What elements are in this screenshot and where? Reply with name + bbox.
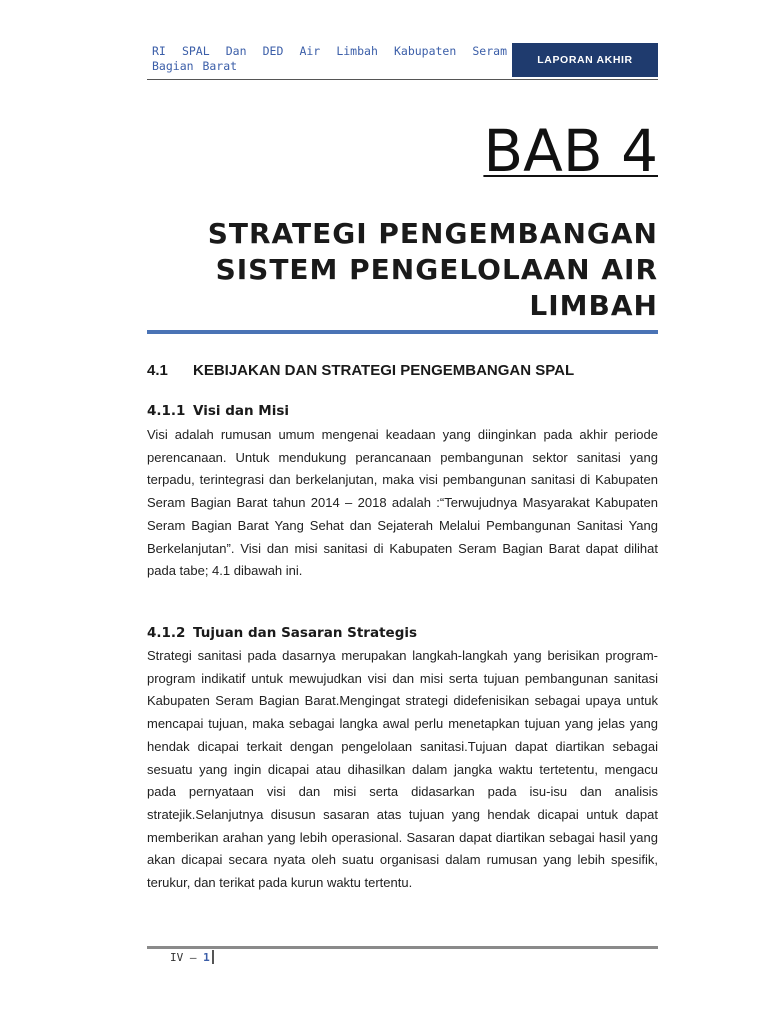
subsection-number: 4.1.2 (147, 625, 186, 641)
title-divider (147, 330, 658, 334)
subsection-heading (147, 625, 417, 641)
subsection-title: Tujuan dan Sasaran Strategis (193, 625, 418, 641)
page-number-value: 1 (203, 951, 210, 964)
report-badge: LAPORAN AKHIR (512, 43, 658, 77)
body-paragraph: Strategi sanitasi pada dasarnya merupakan langkah-langkah yang berisikan program-program indikatif untuk mewujudkan visi dan misi serta tujuan pembangunan sanitasi Kabupaten Seram Bagian Barat.Mengingat strategi didefenisikan sebagai upaya untuk mencapai tujuan, maka sebagai langka awal perlu menetapkan tujuan yang jelas yang hendak dicapai terkait dengan pengelolaan sanitasi.Tujuan dapat diartikan sebagai sesuatu yang ingin dicapai atau dihasilkan dalam jangka waktu tertetentu, mengacu pada pernyataan visi dan misi serta didasarkan pada isu-isu dan analisis stratejik.Selanjutnya disusun sasaran atas tujuan yang hendak dicapai untuk dapat memberikan arahan yang lebih operasional. Sasaran dapat diartikan sebagai hasil yang akan dicapai secara nyata oleh suatu organisasi dalam rumusan yang lebih spesifik, terukur, dan terikat pada kurun waktu tertentu. (147, 648, 658, 891)
chapter-number: BAB 4 (483, 117, 658, 185)
body-paragraph: Visi adalah rumusan umum mengenai keadaan yang diinginkan pada akhir periode perencanaan. Untuk mendukung perancanaan pembangunan sektor sanitasi yang terpadu, terintegrasi dan berkelanjutan, maka visi pembangunan sanitasi di Kabupaten Seram Bagian Barat tahun 2014 – 2018 adalah :“Terwujudnya Masyarakat Kabupaten Seram Bagian Barat Yang Sehat dan Sejaterah Melalui Pembangunan Sanitasi Yang Berkelanjutan”. Visi dan misi sanitasi di Kabupaten Seram Bagian Barat dapat dilihat pada tabe; 4.1 dibawah ini. (147, 427, 658, 579)
section-heading (147, 362, 574, 379)
subsection-number: 4.1.1 (147, 403, 186, 419)
page-section-label: IV – (170, 951, 197, 964)
chapter-title (198, 216, 658, 324)
page-header (147, 41, 658, 80)
document-title: RI SPAL Dan DED Air Limbah Kabupaten Seram Bagian Barat (152, 44, 507, 73)
section-title: KEBIJAKAN DAN STRATEGI PENGEMBANGAN SPAL (193, 362, 575, 379)
chapter-title-line: SISTEM PENGELOLAAN AIR (215, 253, 658, 286)
chapter-title-line: STRATEGI PENGEMBANGAN (207, 217, 658, 250)
chapter-title-line: LIMBAH (529, 289, 658, 322)
subsection-heading (147, 403, 289, 419)
subsection-title: Visi dan Misi (193, 403, 290, 419)
footer-divider (147, 946, 658, 949)
page-number (170, 951, 210, 964)
section-number: 4.1 (147, 362, 168, 379)
footer-marker (212, 950, 214, 964)
